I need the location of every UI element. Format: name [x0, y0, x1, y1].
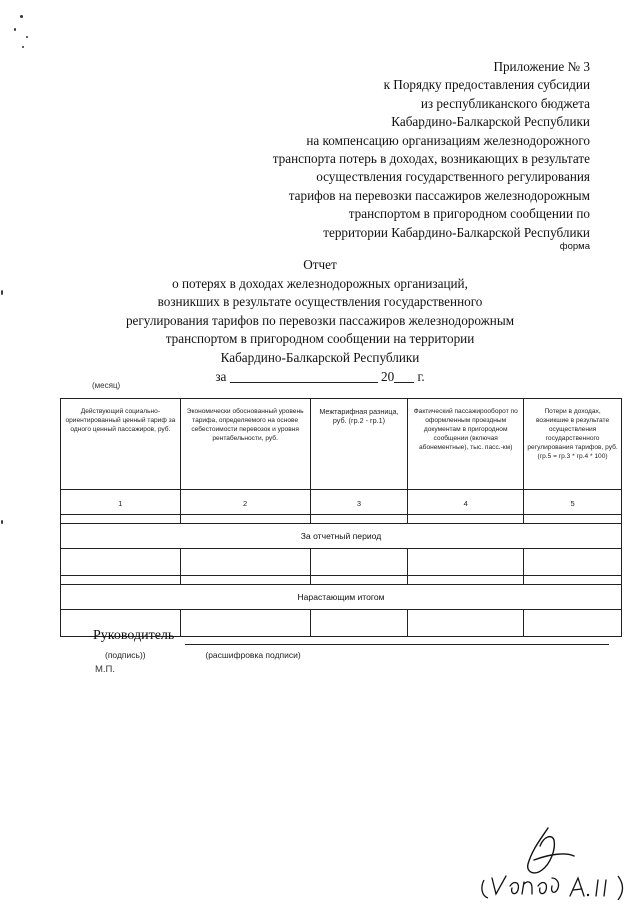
scan-speck: [1, 520, 3, 524]
section-label: Нарастающим итогом: [61, 585, 622, 610]
table-spacer: [61, 515, 622, 524]
column-header: Межтарифная разница, руб. (гр.2 - гр.1): [310, 399, 408, 490]
form-label: форма: [559, 241, 590, 252]
signature-captions: [105, 650, 301, 660]
header-line: транспорта потерь в доходах, возникающих в результате: [272, 151, 590, 167]
table-cell[interactable]: [180, 549, 310, 576]
report-table: [60, 398, 622, 637]
column-number: 2: [180, 490, 310, 515]
scan-speck: [20, 15, 23, 18]
caption-sign: (подпись)): [105, 650, 146, 660]
signature-line[interactable]: [185, 628, 609, 645]
table-spacer: [61, 576, 622, 585]
table-cell[interactable]: [408, 549, 524, 576]
header-line: осуществления государственного регулирования: [316, 169, 590, 185]
column-header: Фактический пассажирооборот по оформленным проездным документам в пригородном сообщении (включая абонементные), тыс. пасс.-км): [408, 399, 524, 490]
column-number: 1: [61, 490, 181, 515]
section-row-period: [61, 524, 622, 549]
header-line: тарифов на перевозки пассажиров железнодорожным: [288, 187, 590, 203]
caption-decode: (расшифровка подписи): [205, 650, 301, 660]
header-line: территории Кабардино-Балкарской Республики: [323, 224, 590, 240]
scan-speck: [26, 36, 28, 38]
header-line: на компенсацию организациям железнодорожного: [306, 132, 590, 148]
appendix-header: [170, 58, 590, 242]
report-title-line: возникших в результате осуществления государственного: [157, 294, 483, 310]
column-number: 3: [310, 490, 408, 515]
column-header: Экономически обоснованный уровень тарифа, определяемого на основе себестоимости перевозок и уровня рентабельности, руб.: [180, 399, 310, 490]
table-cell[interactable]: [310, 549, 408, 576]
table-cell[interactable]: [61, 549, 181, 576]
report-title-line: регулирования тарифов по перевозки пассажиров железнодорожным: [125, 312, 515, 328]
report-title-line: транспортом в пригородном сообщении на территории: [165, 331, 475, 347]
header-line: Кабардино-Балкарской Республики: [391, 114, 590, 130]
handwritten-signature: [470, 820, 630, 900]
column-header: Потери в доходах, возникшие в результате осуществления государственного регулирования тарифов, руб. (гр.5 = гр.3 * гр.4 * 100): [524, 399, 622, 490]
report-title-line: о потерях в доходах железнодорожных организаций,: [172, 275, 468, 291]
scan-speck: [14, 28, 16, 31]
report-title-line: Кабардино-Балкарской Республики: [220, 349, 420, 365]
header-line: из республиканского бюджета: [420, 95, 590, 111]
period-suffix: г.: [417, 368, 425, 384]
month-label: (месяц): [92, 381, 121, 390]
header-line: Приложение № 3: [493, 59, 590, 74]
report-heading: Отчет: [303, 257, 337, 272]
section-label: За отчетный период: [61, 524, 622, 549]
signature-lead: Руководитель: [93, 628, 175, 643]
scan-speck: [22, 46, 24, 48]
header-line: к Порядку предоставления субсидии: [383, 77, 590, 93]
period-year-field[interactable]: [394, 369, 414, 383]
period-prefix: за: [215, 368, 227, 384]
stamp-label: М.П.: [95, 664, 116, 675]
table-header-row: [61, 399, 622, 490]
column-number: 4: [408, 490, 524, 515]
period-month-field[interactable]: [230, 369, 378, 383]
table-cell[interactable]: [524, 549, 622, 576]
column-header: Действующий социально-ориентированный ценный тариф за одного ценный пассажиров, руб.: [61, 399, 181, 490]
period-year: 20: [380, 368, 395, 384]
header-line: транспортом в пригородном сообщении по: [348, 206, 590, 222]
table-row: [61, 549, 622, 576]
signature-block: [93, 628, 174, 644]
column-number: 5: [524, 490, 622, 515]
section-row-total: [61, 585, 622, 610]
report-title: [0, 256, 640, 386]
column-number-row: [61, 490, 622, 515]
